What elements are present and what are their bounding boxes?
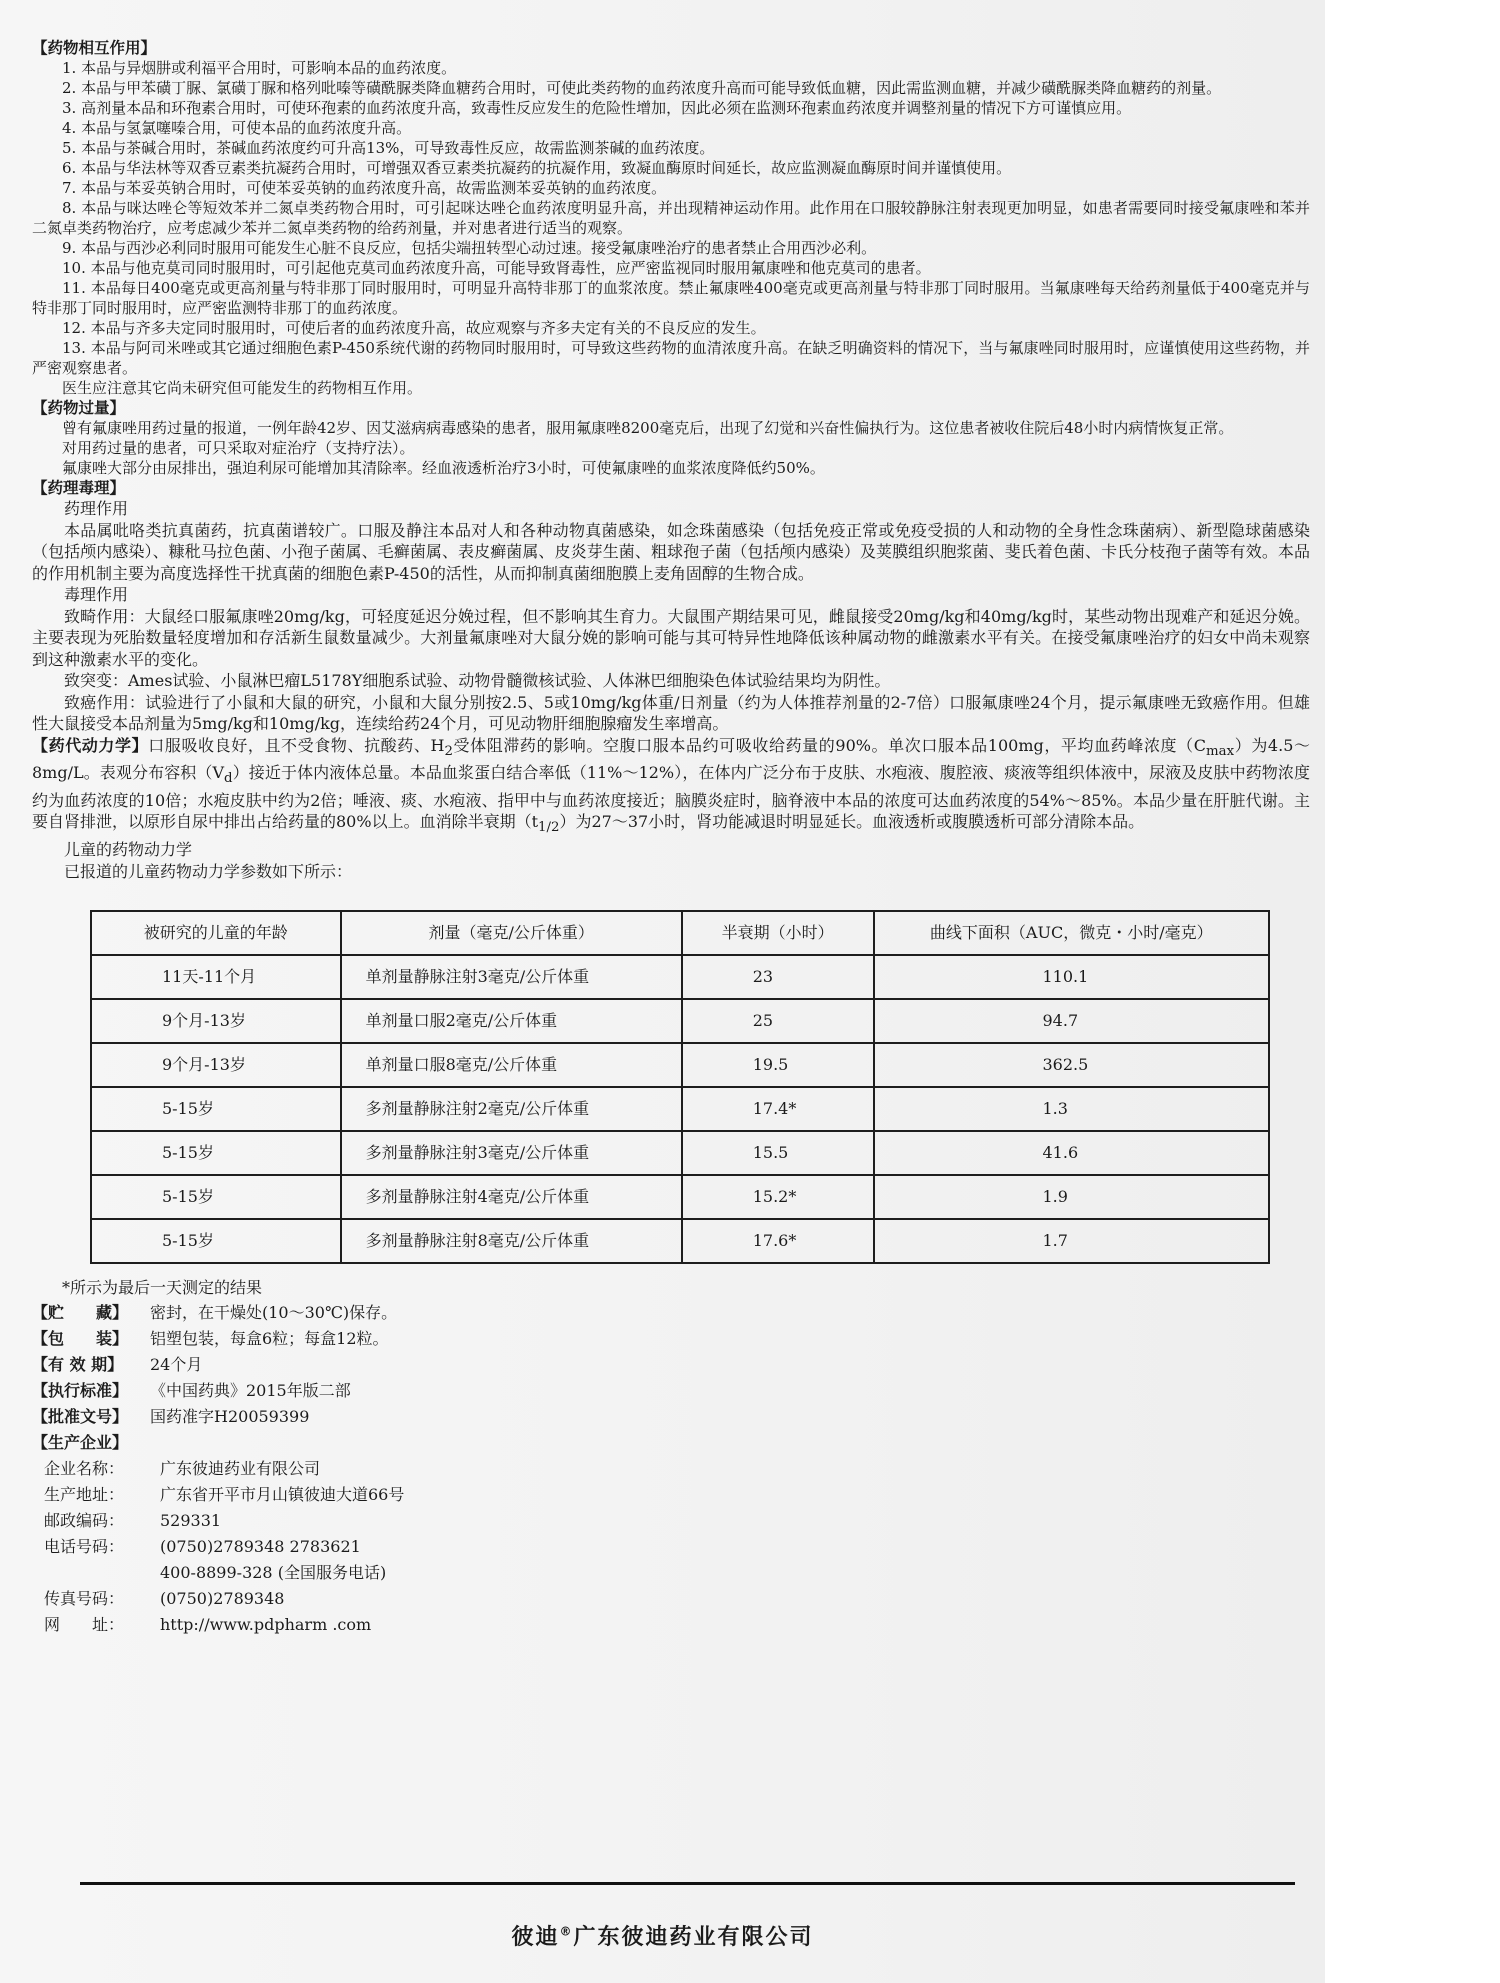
table-row: [91, 999, 1269, 1043]
table-header-half-life: 半衰期（小时）: [682, 911, 874, 955]
cell-age: 9个月-13岁: [91, 999, 341, 1043]
cell-auc: 110.1: [874, 955, 1270, 999]
cell-dose: 多剂量静脉注射8毫克/公斤体重: [341, 1219, 682, 1263]
cell-auc: 1.9: [874, 1175, 1270, 1219]
service-phone-value: 400-8899-328 (全国服务电话): [160, 1563, 387, 1583]
interaction-item: 8. 本品与咪达唑仑等短效苯并二氮卓类药物合用时，可引起咪达唑仑血药浓度明显升高，并出现精神运动作用。此作用在口服较静脉注射表现更加明显，如患者需要同时接受氟康唑和苯并二氮卓类药物治疗，应考虑减少苯并二氮卓类药物的给药剂量，并对患者进行适当的观察。: [32, 199, 1310, 237]
pk-table: [90, 910, 1270, 1264]
cell-half-life: 15.2*: [682, 1175, 874, 1219]
interaction-item: 10. 本品与他克莫司同时服用时，可引起他克莫司血药浓度升高，可能导致肾毒性，应严密监视同时服用氟康唑和他克莫司的患者。: [62, 259, 931, 277]
website-value: http://www.pdpharm .com: [160, 1615, 372, 1635]
cell-dose: 单剂量静脉注射3毫克/公斤体重: [341, 955, 682, 999]
table-row: [91, 1219, 1269, 1263]
cell-age: 5-15岁: [91, 1131, 341, 1175]
table-header-age: 被研究的儿童的年龄: [91, 911, 341, 955]
address-value: 广东省开平市月山镇彼迪大道66号: [160, 1485, 405, 1505]
interaction-item: 5. 本品与茶碱合用时，茶碱血药浓度约可升高13%，可导致毒性反应，故需监测茶碱的血药浓度。: [62, 139, 715, 157]
footer-divider: [80, 1882, 1295, 1885]
storage-row: [32, 1300, 1310, 1326]
pk-text-5: ）为27～37小时，肾功能减退时明显延长。血液透析或腹膜透析可部分清除本品。: [559, 812, 1145, 832]
package-label: 【包 装】: [32, 1329, 129, 1349]
manufacturer-label: 【生产企业】: [32, 1433, 129, 1453]
interaction-item: 7. 本品与苯妥英钠合用时，可使苯妥英钠的血药浓度升高，故需监测苯妥英钠的血药浓度。: [62, 179, 667, 197]
phone-row: [44, 1534, 1310, 1560]
cell-auc: 94.7: [874, 999, 1270, 1043]
cell-auc: 1.3: [874, 1087, 1270, 1131]
table-footnote: *所示为最后一天测定的结果: [62, 1278, 263, 1298]
phone-value: (0750)2789348 2783621: [160, 1537, 361, 1557]
cell-half-life: 17.4*: [682, 1087, 874, 1131]
pk-text-4: ）接近于体内液体总量。本品血浆蛋白结合率低（11%～12%），在体内广泛分布于皮肤、水疱液、腹腔液、痰液等组织体液中，尿液及皮肤中药物浓度约为血药浓度的10倍；水疱皮肤中约为2倍；唾液、痰、水疱液、指甲中与血药浓度接近；脑膜炎症时，脑脊液中本品的浓度可达血药浓度的54%～85%。本品少量在肝脏代谢。主要自肾排泄，以原形自尿中排出占给药量的80%以上。血消除半衰期（t: [32, 763, 1310, 832]
manufacturer-row: [32, 1430, 1310, 1456]
phone-label: 电话号码：: [44, 1537, 125, 1557]
cell-age: 9个月-13岁: [91, 1043, 341, 1087]
table-row: [91, 955, 1269, 999]
pk-subscript-3: d: [224, 771, 233, 787]
product-info: [32, 1300, 1310, 1638]
validity-row: [32, 1352, 1310, 1378]
cell-half-life: 25: [682, 999, 874, 1043]
package-value: 铝塑包装，每盒6粒；每盒12粒。: [150, 1329, 389, 1349]
cell-dose: 多剂量静脉注射2毫克/公斤体重: [341, 1087, 682, 1131]
postcode-row: [44, 1508, 1310, 1534]
pk-text-1: 口服吸收良好，且不受食物、抗酸药、H: [148, 735, 445, 755]
toxicology-item: 致突变：Ames试验、小鼠淋巴瘤L5178Y细胞系试验、动物骨髓微核试验、人体淋巴细胞染色体试验结果均为阴性。: [64, 671, 891, 690]
interaction-item: 11. 本品每日400毫克或更高剂量与特非那丁同时服用时，可明显升高特非那丁的血浆浓度。禁止氟康唑400毫克或更高剂量与特非那丁同时服用。当氟康唑每天给药剂量低于400毫克并与特非那丁同时服用时，应严密监测特非那丁的血药浓度。: [32, 279, 1310, 317]
cell-half-life: 23: [682, 955, 874, 999]
overdose-heading: 【药物过量】: [32, 398, 126, 417]
child-pk-subheading: 儿童的药物动力学: [64, 840, 193, 860]
interaction-item: 3. 高剂量本品和环孢素合用时，可使环孢素的血药浓度升高，致毒性反应发生的危险性增加，因此必须在监测环孢素血药浓度并调整剂量的情况下方可谨慎应用。: [62, 99, 1132, 117]
cell-auc: 362.5: [874, 1043, 1270, 1087]
validity-value: 24个月: [150, 1355, 203, 1375]
website-row: [44, 1612, 1310, 1638]
section-pharmacology: [32, 478, 1310, 735]
interaction-item: 6. 本品与华法林等双香豆素类抗凝药合用时，可增强双香豆素类抗凝药的抗凝作用，致凝血酶原时间延长，故应监测凝血酶原时间并谨慎使用。: [62, 159, 1012, 177]
cell-age: 5-15岁: [91, 1219, 341, 1263]
pk-text-2: 受体阻滞药的影响。空腹口服本品约可吸收给药量的90%。单次口服本品100mg，平均血药峰浓度（C: [452, 735, 1207, 755]
interaction-item: 13. 本品与阿司米唑或其它通过细胞色素P-450系统代谢的药物同时服用时，可导致这些药物的血清浓度升高。在缺乏明确资料的情况下，当与氟康唑同时服用时，应谨慎使用这些药物，并严密观察患者。: [32, 339, 1310, 377]
toxicology-item: 致畸作用：大鼠经口服氟康唑20mg/kg，可轻度延迟分娩过程，但不影响其生育力。大鼠围产期结果可见，雌鼠接受20mg/kg和40mg/kg时，某些动物出现难产和延迟分娩。主要表现为死胎数量轻度增加和存活新生鼠数量减少。大剂量氟康唑对大鼠分娩的影响可能与其可特异性地降低该种属动物的雌激素水平有关。在接受氟康唑治疗的妇女中尚未观察到这种激素水平的变化。: [32, 606, 1310, 669]
pk-paragraph: [32, 735, 1310, 840]
company-name-row: [44, 1456, 1310, 1482]
standard-label: 【执行标准】: [32, 1381, 129, 1401]
address-label: 生产地址：: [44, 1485, 125, 1505]
table-header-dose: 剂量（毫克/公斤体重）: [341, 911, 682, 955]
table-row: [91, 1175, 1269, 1219]
manufacturer-details: [32, 1456, 1310, 1638]
fax-row: [44, 1586, 1310, 1612]
footer-company: [0, 1920, 1325, 1951]
storage-label: 【贮 藏】: [32, 1303, 129, 1323]
postcode-value: 529331: [160, 1511, 222, 1531]
footer-brand: 彼迪: [511, 1925, 560, 1950]
address-row: [44, 1482, 1310, 1508]
table-header-row: [91, 911, 1269, 955]
pk-table-wrapper: [90, 910, 1310, 1264]
overdose-item: 氟康唑大部分由尿排出，强迫利尿可能增加其清除率。经血液透析治疗3小时，可使氟康唑的血浆浓度降低约50%。: [62, 459, 825, 477]
table-header-auc: 曲线下面积（AUC，微克・小时/毫克）: [874, 911, 1270, 955]
pk-heading: 【药代动力学】: [32, 735, 149, 755]
section-interactions: [32, 38, 1310, 398]
standard-row: [32, 1378, 1310, 1404]
interaction-note: 医生应注意其它尚未研究但可能发生的药物相互作用。: [62, 379, 423, 397]
company-name-label: 企业名称：: [44, 1459, 125, 1479]
approval-label: 【批准文号】: [32, 1407, 129, 1427]
cell-half-life: 19.5: [682, 1043, 874, 1087]
company-name-value: 广东彼迪药业有限公司: [160, 1459, 321, 1479]
interaction-item: 4. 本品与氢氯噻嗪合用，可使本品的血药浓度升高。: [62, 119, 412, 137]
cell-half-life: 17.6*: [682, 1219, 874, 1263]
pk-subscript-2: max: [1206, 743, 1235, 759]
cell-auc: 1.7: [874, 1219, 1270, 1263]
cell-dose: 多剂量静脉注射3毫克/公斤体重: [341, 1131, 682, 1175]
approval-row: [32, 1404, 1310, 1430]
fax-label: 传真号码：: [44, 1589, 125, 1609]
phone-row-2: [44, 1560, 1310, 1586]
storage-value: 密封，在干燥处(10～30℃)保存。: [150, 1303, 398, 1323]
interactions-heading: 【药物相互作用】: [32, 38, 157, 57]
validity-label: 【有 效 期】: [32, 1355, 124, 1375]
cell-age: 5-15岁: [91, 1087, 341, 1131]
section-overdose: [32, 398, 1310, 478]
registered-mark: ®: [559, 1924, 574, 1939]
postcode-label: 邮政编码：: [44, 1511, 125, 1531]
package-row: [32, 1326, 1310, 1352]
cell-auc: 41.6: [874, 1131, 1270, 1175]
table-row: [91, 1043, 1269, 1087]
pk-subscript-1: 2: [444, 743, 453, 759]
cell-half-life: 15.5: [682, 1131, 874, 1175]
interaction-item: 1. 本品与异烟肼或利福平合用时，可影响本品的血药浓度。: [62, 59, 457, 77]
pharmacology-subheading: 药理作用: [64, 499, 129, 518]
approval-value: 国药准字H20059399: [150, 1407, 310, 1427]
interaction-item: 9. 本品与西沙必利同时服用可能发生心脏不良反应，包括尖端扭转型心动过速。接受氟康唑治疗的患者禁止合用西沙必利。: [62, 239, 877, 257]
footer-company-name: 广东彼迪药业有限公司: [573, 1925, 814, 1950]
toxicology-item: 致癌作用：试验进行了小鼠和大鼠的研究，小鼠和大鼠分别按2.5、5或10mg/kg体重/日剂量（约为人体推荐剂量的2-7倍）口服氟康唑24个月，提示氟康唑无致癌作用。但雄性大鼠接受本品剂量为5mg/kg和10mg/kg，连续给药24个月，可见动物肝细胞腺瘤发生率增高。: [32, 692, 1310, 733]
section-pharmacokinetics: [32, 735, 1310, 883]
fax-value: (0750)2789348: [160, 1589, 285, 1609]
cell-dose: 单剂量口服2毫克/公斤体重: [341, 999, 682, 1043]
website-label: 网 址：: [44, 1615, 125, 1635]
child-pk-intro: 已报道的儿童药物动力学参数如下所示：: [64, 861, 353, 881]
cell-age: 11天-11个月: [91, 955, 341, 999]
cell-age: 5-15岁: [91, 1175, 341, 1219]
cell-dose: 多剂量静脉注射4毫克/公斤体重: [341, 1175, 682, 1219]
pk-text-3: ）为4.5～8mg/L。表观分布容积（V: [32, 735, 1310, 783]
overdose-item: 对用药过量的患者，可只采取对症治疗（支持疗法）。: [62, 439, 415, 457]
table-row: [91, 1131, 1269, 1175]
overdose-item: 曾有氟康唑用药过量的报道，一例年龄42岁、因艾滋病病毒感染的患者，服用氟康唑8200毫克后，出现了幻觉和兴奋性偏执行为。这位患者被收住院后48小时内病情恢复正常。: [62, 419, 1234, 437]
document-content: [32, 38, 1310, 1638]
toxicology-subheading: 毒理作用: [64, 585, 129, 604]
pharmacology-text: 本品属吡咯类抗真菌药，抗真菌谱较广。口服及静注本品对人和各种动物真菌感染，如念珠菌感染（包括免疫正常或免疫受损的人和动物的全身性念珠菌病）、新型隐球菌感染（包括颅内感染）、糠秕马拉色菌、小孢子菌属、毛癣菌属、表皮癣菌属、皮炎芽生菌、粗球孢子菌（包括颅内感染）及荚膜组织胞浆菌、斐氏着色菌、卡氏分枝孢子菌等有效。本品的作用机制主要为高度选择性干扰真菌的细胞色素P-450的活性，从而抑制真菌细胞膜上麦角固醇的生物合成。: [32, 520, 1310, 583]
pk-subscript-4: 1/2: [538, 820, 560, 836]
interaction-item: 2. 本品与甲苯磺丁脲、氯磺丁脲和格列吡嗪等磺酰脲类降血糖药合用时，可使此类药物的血药浓度升高而可能导致低血糖，因此需监测血糖，并减少磺酰脲类降血糖药的剂量。: [62, 79, 1222, 97]
phone-label-spacer: [44, 1560, 160, 1586]
table-row: [91, 1087, 1269, 1131]
cell-dose: 单剂量口服8毫克/公斤体重: [341, 1043, 682, 1087]
interaction-item: 12. 本品与齐多夫定同时服用时，可使后者的血药浓度升高，故应观察与齐多夫定有关的不良反应的发生。: [62, 319, 766, 337]
pharmacology-heading: 【药理毒理】: [32, 478, 126, 497]
standard-value: 《中国药典》2015年版二部: [150, 1381, 351, 1401]
